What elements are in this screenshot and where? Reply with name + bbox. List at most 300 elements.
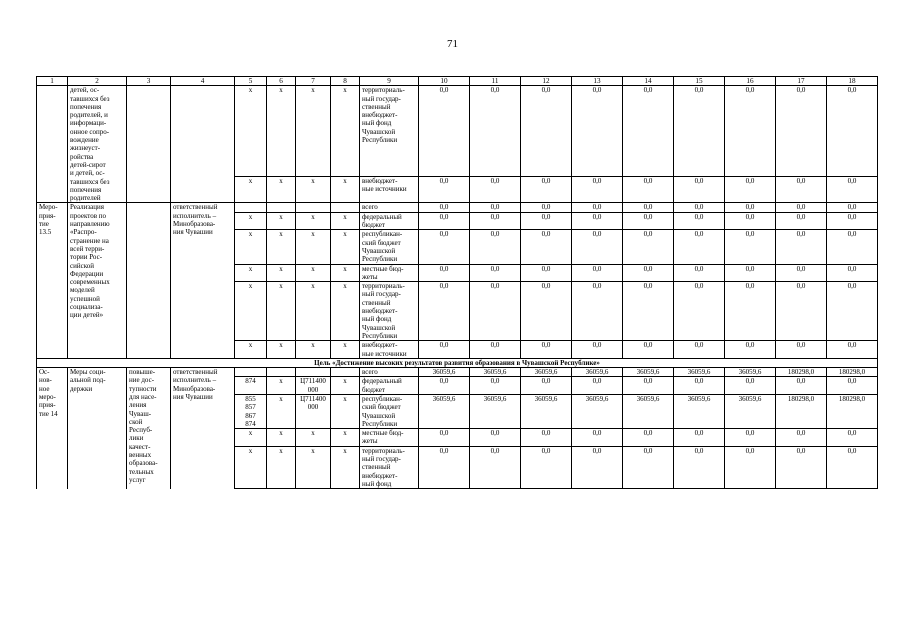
table-row	[37, 368, 878, 377]
cell-line: меро-	[39, 392, 56, 401]
cell-line: ский бюджет	[362, 238, 401, 247]
cell-line: х	[343, 282, 347, 291]
cell-line: х	[311, 176, 315, 185]
code-cell-col5	[235, 377, 267, 395]
value-cell-col14: 0,0	[623, 212, 674, 230]
cell-line: республикан-	[362, 230, 403, 239]
table-row	[37, 86, 878, 176]
cell-line: территориаль-	[362, 282, 405, 291]
funding-source-cell	[360, 341, 419, 359]
cell-line: х	[248, 264, 253, 273]
value-cell-col11: 0,0	[470, 212, 521, 230]
cell-line: сийской	[70, 261, 94, 270]
code-cell-col7	[296, 212, 331, 230]
value-cell-col10: 0,0	[419, 446, 470, 488]
value-cell-col17: 180298,0	[776, 394, 827, 428]
goal-heading: Цель «Достижение высоких результатов развития образования в Чувашской Республике»	[37, 358, 878, 367]
cell-line: х	[248, 86, 253, 95]
value-cell-col10: 0,0	[419, 377, 470, 395]
cell-line: ный государ-	[362, 94, 401, 103]
value-cell-col11: 0,0	[470, 203, 521, 212]
code-cell-col8	[331, 230, 360, 264]
value-cell-col11: 0,0	[470, 282, 521, 341]
funding-source-cell	[360, 212, 419, 230]
cell-line: альной под-	[70, 376, 106, 385]
code-cell-col8	[331, 368, 360, 377]
code-cell-col8	[331, 176, 360, 203]
value-cell-col17: 0,0	[776, 264, 827, 282]
value-cell-col10: 36059,6	[419, 368, 470, 377]
code-cell-col6	[267, 264, 296, 282]
value-cell-col11: 0,0	[470, 341, 521, 359]
cell-line: территориаль-	[362, 446, 405, 455]
cell-line: ние дос-	[129, 376, 155, 385]
code-cell-col6	[267, 86, 296, 176]
code-cell-col7	[296, 176, 331, 203]
value-cell-col11: 0,0	[470, 377, 521, 395]
cell-line: х	[343, 446, 347, 455]
header-cell-7: 7	[296, 77, 331, 86]
value-cell-col18: 0,0	[827, 341, 878, 359]
value-cell-col17: 180298,0	[776, 368, 827, 377]
cell-line: х	[279, 377, 283, 386]
value-cell-col17: 0,0	[776, 377, 827, 395]
cell-line: лики	[129, 434, 144, 443]
cell-line: Чувашской	[362, 411, 396, 420]
cell-line: ный фонд	[362, 315, 392, 324]
cell-line: ный государ-	[362, 455, 401, 464]
value-cell-col11: 0,0	[470, 86, 521, 176]
value-cell-col13: 0,0	[572, 203, 623, 212]
value-cell-col15: 0,0	[674, 203, 725, 212]
header-cell-4: 4	[171, 77, 235, 86]
row-cell-col4	[171, 203, 235, 358]
funding-source-cell	[360, 264, 419, 282]
code-cell-col7	[296, 429, 331, 447]
cell-line: 857	[245, 403, 256, 412]
cell-line: детей-сирот	[70, 160, 106, 169]
value-cell-col16: 36059,6	[725, 394, 776, 428]
cell-line: жеты	[362, 437, 378, 446]
cell-line: ственный	[362, 102, 391, 111]
row-cell-col4	[171, 86, 235, 203]
cell-line: Минобразова-	[173, 220, 216, 229]
header-cell-12: 12	[521, 77, 572, 86]
value-cell-col15: 0,0	[674, 282, 725, 341]
code-cell-col5	[235, 203, 267, 212]
header-cell-6: 6	[267, 77, 296, 86]
cell-line: ния Чувашии	[173, 228, 213, 237]
cell-line: х	[279, 429, 283, 438]
value-cell-col14: 36059,6	[623, 368, 674, 377]
code-cell-col7	[296, 230, 331, 264]
header-cell-8: 8	[331, 77, 360, 86]
cell-line: социализа-	[70, 303, 103, 312]
value-cell-col13: 0,0	[572, 377, 623, 395]
value-cell-col18: 0,0	[827, 446, 878, 488]
code-cell-col5	[235, 429, 267, 447]
funding-source-cell	[360, 377, 419, 395]
cell-line: Республики	[362, 136, 398, 145]
value-cell-col12: 0,0	[521, 176, 572, 203]
cell-line: держки	[70, 384, 93, 393]
code-cell-col7	[296, 86, 331, 176]
code-cell-col7	[296, 282, 331, 341]
row-cell-col2	[68, 86, 127, 203]
value-cell-col16: 0,0	[725, 429, 776, 447]
value-cell-col16: 0,0	[725, 86, 776, 176]
value-cell-col17: 0,0	[776, 230, 827, 264]
value-cell-col13: 36059,6	[572, 368, 623, 377]
value-cell-col13: 0,0	[572, 212, 623, 230]
value-cell-col15: 0,0	[674, 176, 725, 203]
header-cell-11: 11	[470, 77, 521, 86]
cell-line: х	[343, 377, 347, 386]
cell-line: х	[279, 341, 283, 350]
cell-line: тупности	[129, 384, 157, 393]
value-cell-col13: 0,0	[572, 446, 623, 488]
cell-line: территориаль-	[362, 86, 405, 95]
value-cell-col17: 0,0	[776, 203, 827, 212]
cell-line: х	[279, 282, 283, 291]
code-cell-col5	[235, 368, 267, 377]
cell-line: 13.5	[39, 228, 52, 237]
value-cell-col14: 0,0	[623, 230, 674, 264]
cell-line: х	[279, 176, 283, 185]
value-cell-col11: 0,0	[470, 230, 521, 264]
cell-line: попечения	[70, 185, 102, 194]
code-cell-col8	[331, 86, 360, 176]
value-cell-col10: 0,0	[419, 429, 470, 447]
cell-line: х	[248, 212, 253, 221]
value-cell-col13: 0,0	[572, 341, 623, 359]
cell-line: х	[248, 446, 253, 455]
value-cell-col12: 0,0	[521, 341, 572, 359]
header-cell-2: 2	[68, 77, 127, 86]
cell-line: х	[311, 429, 315, 438]
value-cell-col15: 0,0	[674, 86, 725, 176]
cell-line: ное	[39, 384, 50, 393]
row-cell-col3	[127, 368, 171, 489]
cell-line: 867	[245, 411, 256, 420]
cell-line: ский бюджет	[362, 403, 401, 412]
row-cell-col1	[37, 368, 68, 489]
value-cell-col13: 0,0	[572, 230, 623, 264]
code-cell-col8	[331, 264, 360, 282]
value-cell-col15: 0,0	[674, 377, 725, 395]
cell-line: тие 14	[39, 409, 58, 418]
cell-line: Чувашской	[362, 127, 396, 136]
cell-line: х	[311, 282, 315, 291]
value-cell-col15: 0,0	[674, 230, 725, 264]
cell-line: Республики	[362, 255, 398, 264]
cell-line: х	[279, 86, 283, 95]
cell-line: качест-	[129, 442, 151, 451]
header-cell-16: 16	[725, 77, 776, 86]
value-cell-col14: 0,0	[623, 446, 674, 488]
value-cell-col14: 0,0	[623, 282, 674, 341]
value-cell-col16: 0,0	[725, 377, 776, 395]
funding-source-cell	[360, 230, 419, 264]
value-cell-col15: 0,0	[674, 341, 725, 359]
value-cell-col13: 0,0	[572, 176, 623, 203]
funding-source-cell	[360, 282, 419, 341]
value-cell-col10: 0,0	[419, 341, 470, 359]
code-cell-col7	[296, 368, 331, 377]
cell-line: ответственный	[173, 203, 218, 212]
code-cell-col6	[267, 282, 296, 341]
cell-line: ния Чувашии	[173, 392, 213, 401]
value-cell-col12: 0,0	[521, 86, 572, 176]
cell-line: Федерации	[70, 269, 104, 278]
code-cell-col6	[267, 446, 296, 488]
value-cell-col18: 0,0	[827, 264, 878, 282]
cell-line: бюджет	[362, 385, 385, 394]
cell-line: Реализация	[70, 203, 104, 212]
cell-line: ственный	[362, 298, 391, 307]
code-cell-col8	[331, 212, 360, 230]
cell-line: 000	[307, 385, 319, 394]
header-cell-5: 5	[235, 77, 267, 86]
cell-line: ции детей»	[70, 311, 104, 320]
cell-line: онное сопро-	[70, 127, 110, 136]
cell-line: х	[279, 212, 283, 221]
cell-line: жеты	[362, 272, 378, 281]
value-cell-col18: 0,0	[827, 282, 878, 341]
value-cell-col14: 0,0	[623, 377, 674, 395]
cell-line: ройства	[70, 152, 94, 161]
cell-line: ный фонд	[362, 479, 392, 488]
cell-line: прия-	[39, 401, 56, 410]
cell-line: 855	[245, 394, 256, 403]
cell-line: нов-	[39, 376, 52, 385]
value-cell-col17: 0,0	[776, 212, 827, 230]
cell-line: федеральный	[362, 377, 402, 386]
cell-line: х	[311, 264, 315, 273]
value-cell-col18: 0,0	[827, 176, 878, 203]
cell-line: х	[343, 341, 347, 350]
cell-line: всей терри-	[70, 244, 105, 253]
code-cell-col6	[267, 230, 296, 264]
cell-line: 874	[245, 419, 256, 428]
cell-line: Меро-	[39, 203, 58, 212]
row-cell-col1	[37, 203, 68, 358]
cell-line: Чувашской	[362, 323, 396, 332]
funding-source-cell	[360, 176, 419, 203]
value-cell-col18: 0,0	[827, 230, 878, 264]
value-cell-col17: 0,0	[776, 429, 827, 447]
cell-line: х	[343, 86, 347, 95]
value-cell-col16: 0,0	[725, 230, 776, 264]
header-row	[37, 77, 878, 86]
value-cell-col12: 0,0	[521, 377, 572, 395]
cell-line: вождение	[70, 136, 99, 145]
cell-line: федеральный	[362, 212, 402, 221]
value-cell-col18: 0,0	[827, 212, 878, 230]
page-number: 71	[447, 38, 458, 50]
value-cell-col10: 0,0	[419, 282, 470, 341]
value-cell-col12: 0,0	[521, 203, 572, 212]
value-cell-col10: 0,0	[419, 176, 470, 203]
value-cell-col13: 0,0	[572, 429, 623, 447]
cell-line: попечения	[70, 102, 102, 111]
value-cell-col12: 0,0	[521, 446, 572, 488]
cell-line: ные источники	[362, 184, 407, 193]
cell-line: Респуб-	[129, 426, 153, 435]
cell-line: х	[311, 212, 315, 221]
cell-line: х	[248, 341, 253, 350]
value-cell-col12: 0,0	[521, 264, 572, 282]
value-cell-col14: 0,0	[623, 341, 674, 359]
cell-line: х	[248, 429, 253, 438]
cell-line: Республики	[362, 331, 398, 340]
cell-line: х	[279, 394, 283, 403]
cell-line: х	[343, 230, 347, 239]
value-cell-col13: 0,0	[572, 282, 623, 341]
cell-line: бюджет	[362, 221, 385, 230]
value-cell-col16: 0,0	[725, 212, 776, 230]
value-cell-col12: 0,0	[521, 429, 572, 447]
cell-line: х	[248, 176, 253, 185]
value-cell-col17: 0,0	[776, 446, 827, 488]
value-cell-col10: 0,0	[419, 264, 470, 282]
cell-line: внебюджет-	[362, 111, 398, 120]
value-cell-col14: 0,0	[623, 264, 674, 282]
value-cell-col15: 0,0	[674, 446, 725, 488]
code-cell-col6	[267, 377, 296, 395]
cell-line: внебюджет-	[362, 341, 398, 350]
value-cell-col18: 0,0	[827, 203, 878, 212]
code-cell-col5	[235, 341, 267, 359]
value-cell-col14: 0,0	[623, 86, 674, 176]
cell-line: Чуваш-	[129, 409, 152, 418]
cell-line: направлению	[70, 220, 110, 229]
cell-line: х	[343, 264, 347, 273]
cell-line: х	[343, 212, 347, 221]
cell-line: ления	[129, 401, 147, 410]
code-cell-col6	[267, 203, 296, 212]
funding-source-cell	[360, 368, 419, 377]
cell-line: х	[248, 230, 253, 239]
cell-line: республикан-	[362, 394, 403, 403]
value-cell-col18: 0,0	[827, 86, 878, 176]
cell-line: Чувашской	[362, 246, 396, 255]
value-cell-col15: 0,0	[674, 264, 725, 282]
cell-line: внебюджет-	[362, 176, 398, 185]
row-cell-col3	[127, 203, 171, 358]
header-cell-13: 13	[572, 77, 623, 86]
code-cell-col8	[331, 377, 360, 395]
value-cell-col13: 36059,6	[572, 394, 623, 428]
cell-line: проектов по	[70, 211, 107, 220]
value-cell-col11: 0,0	[470, 446, 521, 488]
value-cell-col15: 0,0	[674, 212, 725, 230]
cell-line: «Распро-	[70, 228, 97, 237]
value-cell-col14: 36059,6	[623, 394, 674, 428]
cell-line: венных	[129, 451, 152, 460]
header-cell-10: 10	[419, 77, 470, 86]
value-cell-col16: 0,0	[725, 341, 776, 359]
row-cell-col4	[171, 368, 235, 489]
code-cell-col5	[235, 230, 267, 264]
cell-line: тельных	[129, 467, 154, 476]
cell-line: х	[279, 264, 283, 273]
cell-line: повыше-	[129, 368, 156, 377]
cell-line: 874	[245, 377, 256, 386]
funding-source-cell	[360, 429, 419, 447]
cell-line: местные бюд-	[362, 264, 404, 273]
code-cell-col6	[267, 212, 296, 230]
header-cell-3: 3	[127, 77, 171, 86]
cell-line: ответственный	[173, 368, 218, 377]
cell-line: современных	[70, 278, 110, 287]
cell-line: местные бюд-	[362, 429, 404, 438]
cell-line: тории Рос-	[70, 253, 103, 262]
code-cell-col8	[331, 203, 360, 212]
cell-line: тие	[39, 220, 49, 229]
budget-table	[36, 76, 878, 489]
cell-line: странение на	[70, 236, 109, 245]
cell-line: ской	[129, 417, 143, 426]
value-cell-col16: 0,0	[725, 446, 776, 488]
cell-line: моделей	[70, 286, 95, 295]
funding-source-cell	[360, 394, 419, 428]
value-cell-col12: 0,0	[521, 230, 572, 264]
cell-line: х	[343, 429, 347, 438]
value-cell-col11: 0,0	[470, 264, 521, 282]
code-cell-col8	[331, 341, 360, 359]
value-cell-col16: 0,0	[725, 264, 776, 282]
value-cell-col11: 0,0	[470, 429, 521, 447]
cell-line: Ц711400	[300, 394, 326, 403]
code-cell-col6	[267, 394, 296, 428]
value-cell-col11: 0,0	[470, 176, 521, 203]
header-cell-14: 14	[623, 77, 674, 86]
table-row	[37, 203, 878, 212]
cell-line: информаци-	[70, 119, 107, 128]
cell-line: тавшихся без	[70, 177, 110, 186]
code-cell-col6	[267, 176, 296, 203]
value-cell-col14: 0,0	[623, 203, 674, 212]
cell-line: х	[248, 282, 253, 291]
cell-line: х	[311, 230, 315, 239]
value-cell-col10: 0,0	[419, 86, 470, 176]
cell-line: детей, ос-	[70, 86, 100, 95]
cell-line: х	[343, 176, 347, 185]
value-cell-col10: 36059,6	[419, 394, 470, 428]
code-cell-col6	[267, 429, 296, 447]
code-cell-col7	[296, 203, 331, 212]
value-cell-col12: 36059,6	[521, 394, 572, 428]
cell-line: х	[279, 446, 283, 455]
code-cell-col5	[235, 176, 267, 203]
cell-line: и детей, ос-	[70, 169, 105, 178]
value-cell-col10: 0,0	[419, 230, 470, 264]
value-cell-col17: 0,0	[776, 176, 827, 203]
value-cell-col16: 0,0	[725, 203, 776, 212]
value-cell-col15: 36059,6	[674, 368, 725, 377]
value-cell-col15: 0,0	[674, 429, 725, 447]
code-cell-col5	[235, 446, 267, 488]
row-cell-col1	[37, 86, 68, 203]
code-cell-col7	[296, 377, 331, 395]
cell-line: исполнитель –	[173, 376, 217, 385]
code-cell-col5	[235, 212, 267, 230]
cell-line: всего	[362, 203, 378, 212]
value-cell-col16: 0,0	[725, 176, 776, 203]
header-cell-18: 18	[827, 77, 878, 86]
code-cell-col7	[296, 264, 331, 282]
